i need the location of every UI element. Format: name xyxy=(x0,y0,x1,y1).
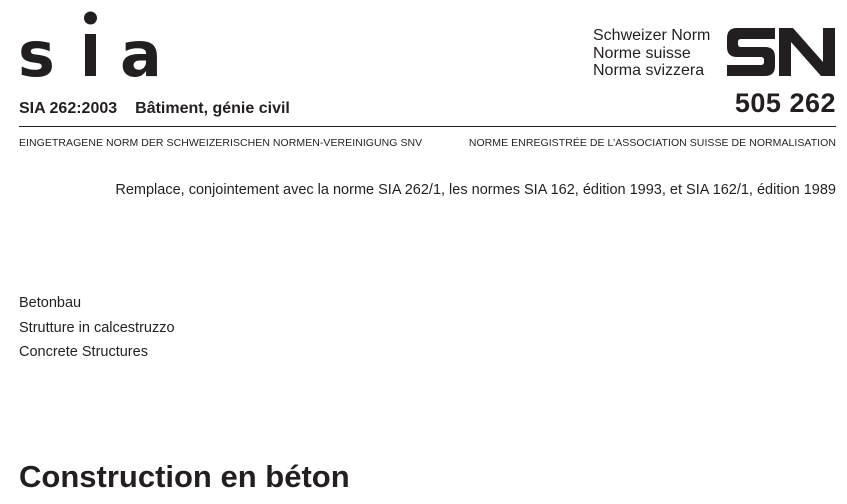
norm-language-lines xyxy=(593,27,710,80)
main-title: Construction en béton xyxy=(19,459,350,494)
replaces-note: Remplace, conjointement avec la norme SIA 262/1, les normes SIA 162, édition 1993, et SIA 162/1, édition 1989 xyxy=(115,182,836,198)
title-en: Concrete Structures xyxy=(19,344,148,360)
standard-identifier xyxy=(19,100,290,118)
registration-fr: NORME ENREGISTRÉE DE L’ASSOCIATION SUISSE DE NORMALISATION xyxy=(468,137,836,149)
sia-logo xyxy=(18,10,164,78)
norm-line-de: Schweizer Norm xyxy=(593,27,711,44)
title-it: Strutture in calcestruzzo xyxy=(19,319,175,336)
sn-logo xyxy=(727,28,837,76)
sn-number: 505 262 xyxy=(734,88,836,118)
registration-de: EINGETRAGENE NORM DER SCHWEIZERISCHEN NORMEN-VEREINIGUNG SNV xyxy=(19,137,423,149)
svg-text:s: s xyxy=(18,18,55,78)
title-de: Betonbau xyxy=(19,295,82,311)
translated-titles xyxy=(19,291,175,365)
standard-category: Bâtiment, génie civil xyxy=(135,100,290,117)
standard-code: SIA 262:2003 xyxy=(19,100,118,117)
norm-line-fr: Norme suisse xyxy=(593,44,691,62)
svg-text:a: a xyxy=(120,18,162,78)
header-divider xyxy=(19,126,836,127)
norm-line-it: Norma svizzera xyxy=(593,62,705,79)
registration-line xyxy=(19,137,836,149)
